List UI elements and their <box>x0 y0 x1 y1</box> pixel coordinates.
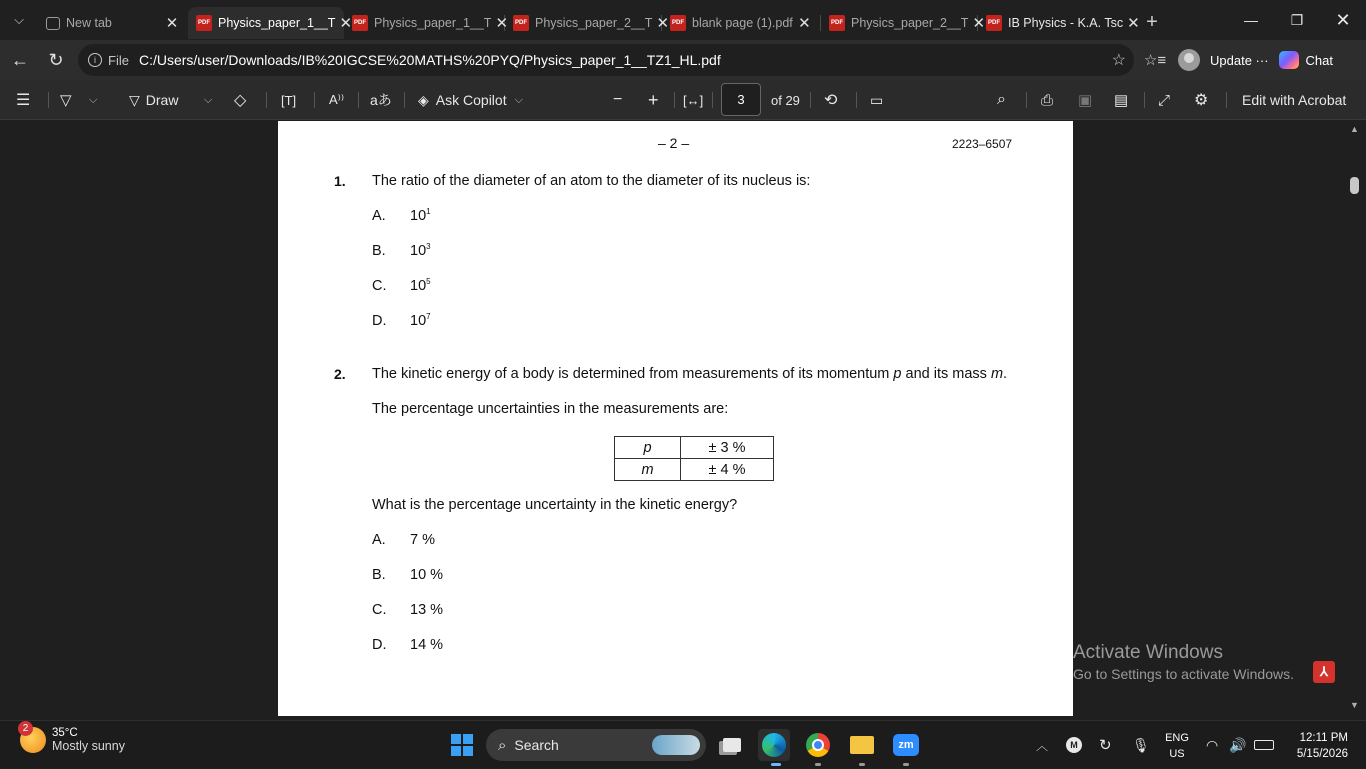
system-clock[interactable] <box>1290 730 1348 762</box>
weather-condition: Mostly sunny <box>52 739 125 753</box>
restore-icon[interactable]: ❐ <box>1290 11 1304 28</box>
scroll-up-arrow-icon[interactable]: ▲ <box>1350 124 1359 134</box>
pdf-file-icon: PDF <box>352 15 368 31</box>
tab-actions-menu-icon[interactable]: ⌵ <box>14 12 24 27</box>
tab-title: blank page (1).pdf <box>692 16 793 30</box>
copilot-chat-button[interactable] <box>1279 51 1333 69</box>
pdf-page <box>278 121 1073 716</box>
running-app-indicator <box>903 763 909 766</box>
zoom-app-icon[interactable] <box>890 729 922 761</box>
taskbar <box>0 720 1366 768</box>
question-2-text <box>372 366 1007 382</box>
contents-list-icon[interactable]: ☰ <box>16 92 31 109</box>
power-exponent: 7 <box>426 312 431 321</box>
minimize-icon[interactable]: — <box>1244 12 1258 28</box>
toolbar-divider <box>712 92 713 108</box>
ask-copilot-label: Ask Copilot <box>435 92 507 108</box>
power-base: 10 <box>410 278 427 294</box>
back-arrow-icon[interactable]: ← <box>11 49 29 70</box>
q2-option-c-label: C. <box>372 602 387 618</box>
tab-strip <box>0 0 1366 40</box>
taskbar-search[interactable] <box>486 729 706 761</box>
acrobat-icon[interactable]: ⅄ <box>1313 661 1335 683</box>
search-highlight-image <box>652 735 700 755</box>
paper-code: 2223–6507 <box>952 137 1013 151</box>
pdf-viewer[interactable] <box>0 121 1366 718</box>
site-info-icon[interactable]: i <box>88 53 102 67</box>
ask-copilot-button[interactable] <box>418 80 523 120</box>
q2-text-prefix: The kinetic energy of a body is determined from measurements of its momentum <box>372 366 894 382</box>
tab-ib-physics[interactable] <box>978 7 1140 39</box>
copilot-outline-icon: ◈ <box>418 91 429 108</box>
table-cell-symbol: m <box>615 459 681 481</box>
tab-title: Physics_paper_1__T <box>374 16 492 30</box>
toolbar-divider <box>314 92 315 108</box>
q1-option-c-label: C. <box>372 278 387 294</box>
q1-option-a-label: A. <box>372 208 386 224</box>
power-base: 10 <box>410 208 427 224</box>
power-exponent: 1 <box>426 207 431 216</box>
tab-close-icon[interactable]: ✕ <box>495 15 509 32</box>
task-view-icon[interactable] <box>716 729 748 761</box>
language: ENG <box>1165 732 1189 744</box>
search-icon: ⌕ <box>498 736 507 754</box>
browser-actions <box>1140 44 1333 76</box>
question-1-number: 1. <box>334 173 346 189</box>
fit-to-width-icon[interactable]: [↔] <box>683 92 704 108</box>
favorite-star-icon[interactable]: ☆ <box>1111 52 1126 69</box>
temperature: 35°C <box>52 727 78 739</box>
tab-title: Physics_paper_1__T <box>218 16 336 30</box>
question-2-prompt: What is the percentage uncertainty in the kinetic energy? <box>372 497 738 513</box>
running-app-indicator <box>859 763 865 766</box>
new-tab-plus-icon[interactable]: + <box>1146 10 1158 33</box>
power-exponent: 3 <box>426 242 431 251</box>
translate-icon[interactable]: aあ <box>370 92 392 108</box>
volume-icon[interactable]: 🔊 <box>1229 736 1247 753</box>
toolbar-divider <box>358 92 359 108</box>
table-cell-uncertainty: ± 3 % <box>681 437 774 459</box>
variable-m: m <box>990 366 1004 382</box>
watermark-subtitle: Go to Settings to activate Windows. <box>1073 666 1294 682</box>
ask-copilot-chevron-icon: ⌵ <box>514 93 523 106</box>
file-explorer-icon[interactable] <box>846 729 878 761</box>
tab-title: New tab <box>66 16 112 30</box>
sync-icon[interactable]: ↻ <box>1099 737 1112 754</box>
microphone-icon[interactable]: 🎙 <box>1132 736 1150 753</box>
save-as-icon[interactable]: ▤ <box>1114 92 1129 109</box>
tab-close-icon[interactable]: ✕ <box>656 15 670 32</box>
toolbar-divider <box>48 92 49 108</box>
scrollbar-thumb[interactable] <box>1350 177 1359 194</box>
highlight-dropdown-chevron-icon[interactable]: ⌵ <box>89 93 98 106</box>
edge-browser-icon[interactable] <box>758 729 790 761</box>
q1-option-c-value <box>410 278 431 294</box>
read-aloud-icon[interactable]: A⁾⁾ <box>329 92 345 107</box>
table-row <box>615 459 774 481</box>
q2-text-mid: and its mass <box>901 366 991 382</box>
q1-option-b-value <box>410 243 431 259</box>
clock-date: 5/15/2026 <box>1296 748 1348 760</box>
sun-icon <box>20 723 46 753</box>
tab-physics-paper-2[interactable] <box>505 7 670 39</box>
wifi-icon[interactable]: ◠ <box>1206 736 1219 753</box>
q2-option-b-value: 10 % <box>410 567 444 583</box>
tab-close-icon[interactable]: ✕ <box>339 15 353 32</box>
uncertainty-table <box>614 436 774 481</box>
toolbar-divider <box>266 92 267 108</box>
toolbar-divider <box>1226 92 1227 108</box>
favorites-list-icon[interactable]: ☆≡ <box>1143 52 1167 69</box>
tab-title: IB Physics - K.A. Tsc <box>1008 16 1124 30</box>
pdf-file-icon: PDF <box>986 15 1002 31</box>
active-app-indicator <box>771 763 781 766</box>
q1-option-b-label: B. <box>372 243 386 259</box>
q2-option-b-label: B. <box>372 567 386 583</box>
draw-dropdown-chevron-icon[interactable]: ⌵ <box>204 93 213 106</box>
url-text[interactable]: C:/Users/user/Downloads/IB%20IGCSE%20MATHS%20PYQ/Physics_paper_1__TZ1_HL.pdf <box>138 52 721 68</box>
tab-physics-paper-2-second[interactable] <box>821 7 986 39</box>
page-view-icon[interactable]: ▭ <box>870 91 884 108</box>
tab-close-icon[interactable]: ✕ <box>165 15 179 32</box>
q1-option-d-label: D. <box>372 313 387 329</box>
pdf-file-icon: PDF <box>670 15 686 31</box>
language-indicator[interactable] <box>1162 730 1192 762</box>
draw-pen-icon: ▽ <box>129 91 140 108</box>
question-2-subtext: The percentage uncertainties in the measurements are: <box>372 401 729 417</box>
running-app-indicator <box>815 763 821 766</box>
print-icon[interactable]: ⎙ <box>1041 91 1054 109</box>
edit-with-acrobat-button[interactable]: Edit with Acrobat <box>1242 92 1347 108</box>
tray-app-icon[interactable]: M <box>1066 721 1082 769</box>
power-base: 10 <box>410 313 427 329</box>
toolbar-divider <box>674 92 675 108</box>
close-window-icon[interactable]: ✕ <box>1335 9 1351 30</box>
scroll-down-arrow-icon[interactable]: ▼ <box>1350 700 1359 710</box>
table-cell-uncertainty: ± 4 % <box>681 459 774 481</box>
toolbar-divider <box>404 92 405 108</box>
zoom-in-icon[interactable]: + <box>648 89 659 110</box>
table-cell-symbol: p <box>615 437 681 459</box>
tab-close-icon[interactable]: ✕ <box>972 15 986 32</box>
activate-windows-watermark <box>1073 642 1294 682</box>
q2-option-a-value: 7 % <box>410 532 435 548</box>
tab-close-icon[interactable]: ✕ <box>798 15 811 32</box>
q1-option-a-value <box>410 208 431 224</box>
toolbar-divider <box>1144 92 1145 108</box>
update-label: Update <box>1210 52 1252 68</box>
q1-option-d-value <box>410 313 431 329</box>
table-row <box>615 437 774 459</box>
watermark-title: Activate Windows <box>1073 642 1223 663</box>
search-icon[interactable]: ⌕ <box>997 91 1006 108</box>
weather-widget[interactable] <box>20 723 125 753</box>
pdf-file-icon: PDF <box>513 15 529 31</box>
update-button[interactable] <box>1210 53 1269 68</box>
full-screen-icon[interactable]: ⤢ <box>1158 91 1171 109</box>
profile-avatar[interactable] <box>1178 49 1200 71</box>
pdf-file-icon: PDF <box>829 15 845 31</box>
toolbar-divider <box>856 92 857 108</box>
chat-label: Chat <box>1305 52 1334 68</box>
variable-p: p <box>893 366 902 382</box>
q2-option-d-value: 14 % <box>410 637 444 653</box>
windows-logo-icon <box>451 734 473 756</box>
tab-title: Physics_paper_2__T <box>535 16 653 30</box>
highlight-icon[interactable]: ▽ <box>60 92 72 109</box>
show-hidden-icons-chevron-icon[interactable]: ︿ <box>1036 738 1049 753</box>
power-base: 10 <box>410 243 427 259</box>
page-total-label: of 29 <box>771 92 800 108</box>
more-dots-icon[interactable]: ··· <box>1255 52 1269 68</box>
zoom-label: zm <box>893 734 919 756</box>
chrome-icon[interactable] <box>802 729 834 761</box>
rotate-icon[interactable]: ⟲ <box>824 92 838 109</box>
q2-option-d-label: D. <box>372 637 387 653</box>
toolbar-divider <box>810 92 811 108</box>
battery-icon[interactable] <box>1254 721 1274 769</box>
tab-close-icon[interactable]: ✕ <box>1127 15 1140 32</box>
q2-option-c-value: 13 % <box>410 602 444 618</box>
save-icon[interactable]: ▣ <box>1078 92 1093 109</box>
draw-button[interactable] <box>129 80 178 120</box>
vertical-scrollbar[interactable] <box>1347 121 1363 718</box>
pdf-toolbar <box>0 80 1366 120</box>
search-label: Search <box>514 737 559 753</box>
start-button[interactable] <box>446 729 478 761</box>
toolbar-divider <box>1026 92 1027 108</box>
tab-new-tab[interactable] <box>38 7 188 39</box>
region: US <box>1169 748 1185 760</box>
zoom-out-icon[interactable]: − <box>613 91 623 108</box>
question-2-number: 2. <box>334 366 346 382</box>
window-controls <box>1228 0 1366 40</box>
refresh-icon[interactable]: ↻ <box>48 49 64 70</box>
tab-blank-page[interactable] <box>662 7 820 39</box>
tab-title: Physics_paper_2__T <box>851 16 969 30</box>
new-tab-page-icon <box>46 17 60 30</box>
clock-time: 12:11 PM <box>1299 732 1348 744</box>
page-number-heading: – 2 – <box>658 135 690 151</box>
copilot-icon <box>1279 51 1299 69</box>
address-bar[interactable] <box>78 44 1134 76</box>
scheme-label: File <box>108 52 129 68</box>
tab-physics-paper-1-active[interactable] <box>188 7 353 39</box>
q2-option-a-label: A. <box>372 532 386 548</box>
tab-physics-paper-1[interactable] <box>344 7 509 39</box>
power-exponent: 5 <box>426 277 431 286</box>
pdf-file-icon: PDF <box>196 15 212 31</box>
page-number-input[interactable] <box>721 83 761 116</box>
question-1-text: The ratio of the diameter of an atom to the diameter of its nucleus is: <box>372 173 811 189</box>
q2-text-suffix: . <box>1003 366 1008 382</box>
settings-gear-icon[interactable]: ⚙ <box>1194 92 1209 109</box>
address-row <box>0 40 1366 80</box>
add-text-icon[interactable]: [T] <box>281 92 297 108</box>
eraser-icon[interactable]: ◇ <box>234 92 247 109</box>
notification-badge: 2 <box>18 721 33 736</box>
draw-label: Draw <box>145 92 179 108</box>
